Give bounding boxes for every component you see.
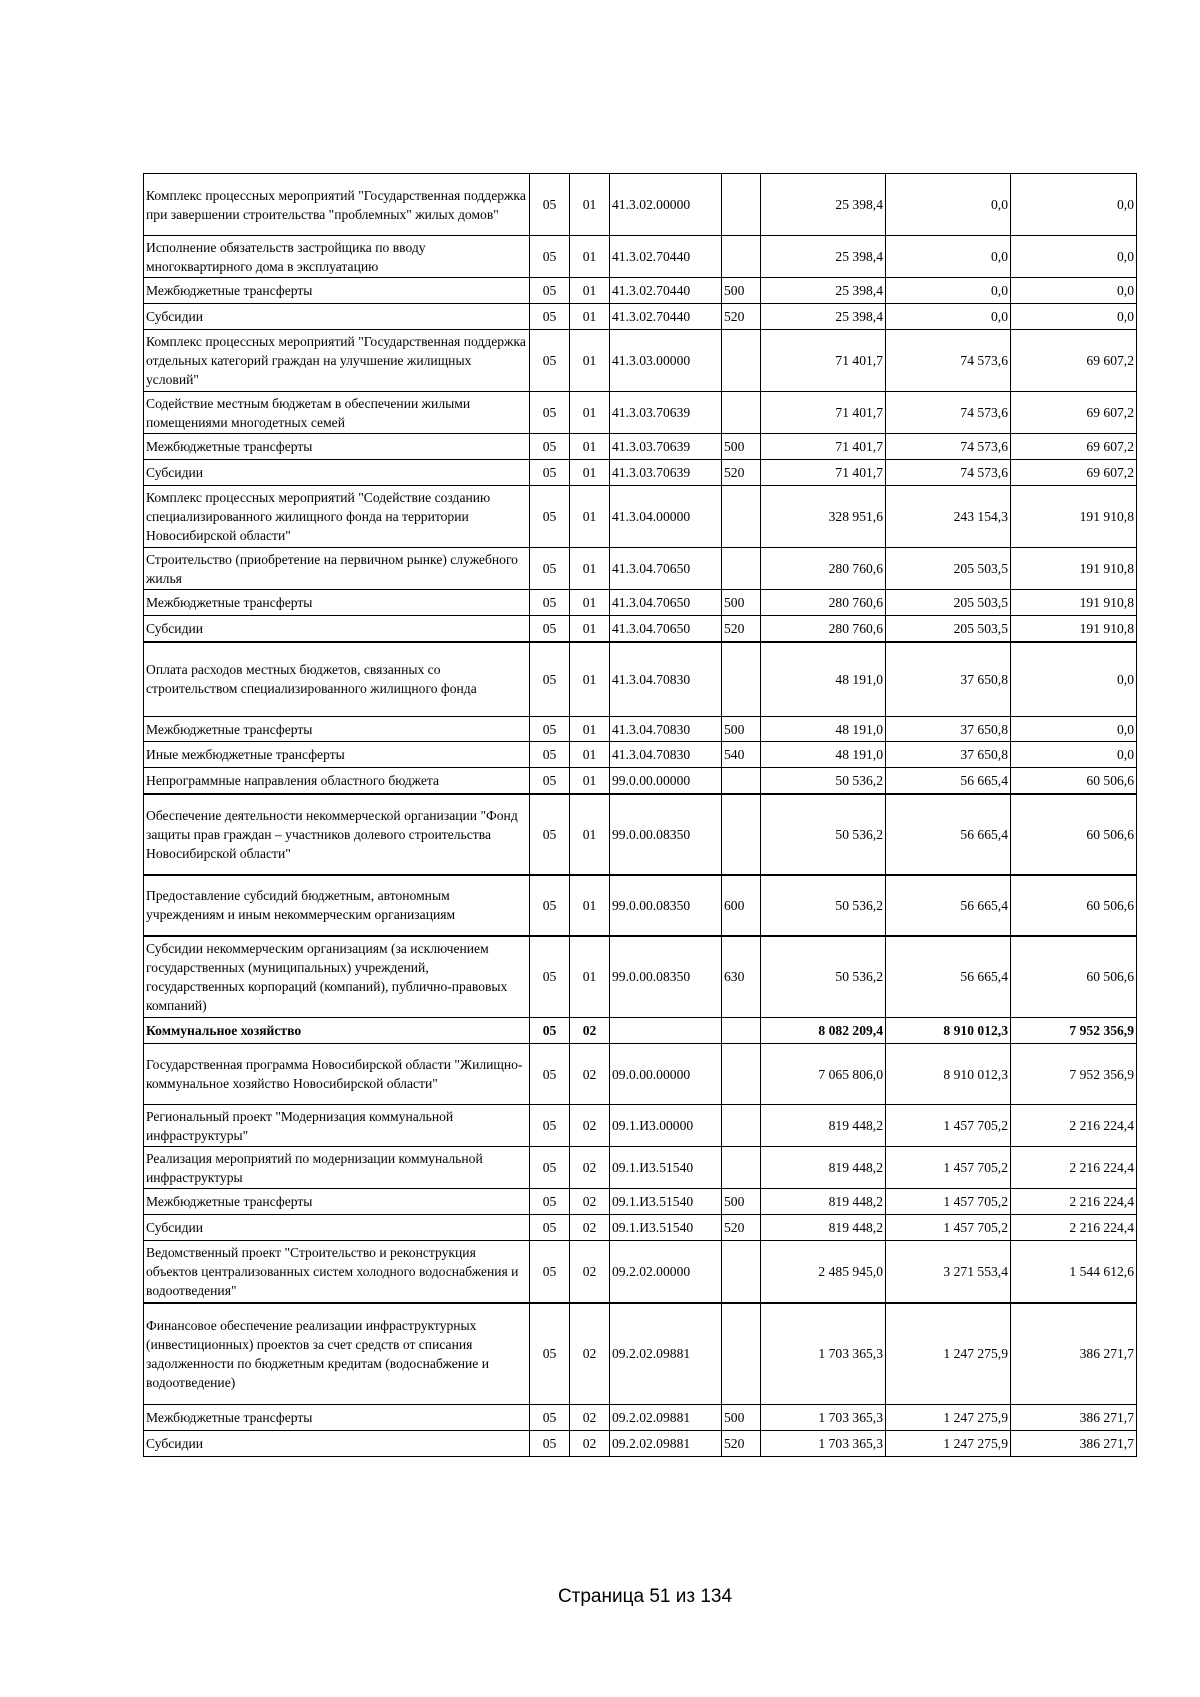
row-name: Комплекс процессных мероприятий "Содействие созданию специализированного жилищного фонда на территории Новосибирской области"	[144, 486, 530, 548]
row-amount-year1: 280 760,6	[761, 616, 886, 642]
table-row	[144, 1303, 1137, 1405]
row-target-article: 09.1.И3.51540	[610, 1215, 722, 1241]
row-expense-type: 500	[722, 1405, 761, 1431]
row-section: 05	[530, 434, 570, 460]
table-row	[144, 1018, 1137, 1044]
table-row	[144, 794, 1137, 875]
row-subsection: 02	[570, 1405, 610, 1431]
row-amount-year3: 60 506,6	[1011, 875, 1137, 936]
row-expense-type	[722, 642, 761, 717]
row-amount-year2: 0,0	[886, 174, 1011, 236]
row-subsection: 01	[570, 590, 610, 616]
row-amount-year2: 243 154,3	[886, 486, 1011, 548]
row-target-article: 41.3.04.70830	[610, 717, 722, 742]
table-row	[144, 1147, 1137, 1189]
row-amount-year2: 74 573,6	[886, 434, 1011, 460]
table-row	[144, 742, 1137, 768]
row-name: Субсидии	[144, 304, 530, 330]
row-amount-year1: 328 951,6	[761, 486, 886, 548]
row-subsection: 02	[570, 1215, 610, 1241]
row-section: 05	[530, 174, 570, 236]
row-amount-year1: 2 485 945,0	[761, 1241, 886, 1303]
row-expense-type	[722, 1303, 761, 1405]
row-amount-year1: 1 703 365,3	[761, 1303, 886, 1405]
row-expense-type	[722, 330, 761, 392]
row-amount-year3: 60 506,6	[1011, 936, 1137, 1018]
table-row	[144, 717, 1137, 742]
table-row	[144, 174, 1137, 236]
row-name: Межбюджетные трансферты	[144, 590, 530, 616]
row-target-article: 09.1.И3.00000	[610, 1105, 722, 1147]
row-name: Межбюджетные трансферты	[144, 717, 530, 742]
row-amount-year1: 819 448,2	[761, 1189, 886, 1215]
row-target-article: 41.3.04.00000	[610, 486, 722, 548]
row-target-article: 09.2.02.09881	[610, 1405, 722, 1431]
row-subsection: 02	[570, 1241, 610, 1303]
row-target-article: 41.3.02.70440	[610, 304, 722, 330]
row-amount-year1: 1 703 365,3	[761, 1431, 886, 1457]
row-name: Строительство (приобретение на первичном рынке) служебного жилья	[144, 548, 530, 590]
row-amount-year2: 1 247 275,9	[886, 1303, 1011, 1405]
row-target-article	[610, 1018, 722, 1044]
row-name: Исполнение обязательств застройщика по вводу многоквартирного дома в эксплуатацию	[144, 236, 530, 278]
row-amount-year3: 0,0	[1011, 642, 1137, 717]
row-amount-year2: 56 665,4	[886, 794, 1011, 875]
row-target-article: 41.3.04.70830	[610, 642, 722, 717]
row-amount-year1: 71 401,7	[761, 434, 886, 460]
row-name: Межбюджетные трансферты	[144, 1405, 530, 1431]
row-amount-year3: 386 271,7	[1011, 1431, 1137, 1457]
row-name: Межбюджетные трансферты	[144, 1189, 530, 1215]
row-target-article: 09.2.02.09881	[610, 1431, 722, 1457]
row-name: Предоставление субсидий бюджетным, автономным учреждениям и иным некоммерческим организациям	[144, 875, 530, 936]
row-amount-year3: 191 910,8	[1011, 486, 1137, 548]
row-name: Субсидии	[144, 1431, 530, 1457]
row-subsection: 01	[570, 392, 610, 434]
row-name: Субсидии	[144, 460, 530, 486]
row-target-article: 41.3.02.70440	[610, 236, 722, 278]
table-row	[144, 236, 1137, 278]
row-amount-year2: 8 910 012,3	[886, 1018, 1011, 1044]
row-subsection: 02	[570, 1303, 610, 1405]
row-expense-type: 500	[722, 278, 761, 304]
table-row	[144, 460, 1137, 486]
table-row	[144, 875, 1137, 936]
table-row	[144, 1215, 1137, 1241]
table-row	[144, 434, 1137, 460]
row-expense-type	[722, 548, 761, 590]
table-row	[144, 768, 1137, 794]
row-section: 05	[530, 236, 570, 278]
row-subsection: 02	[570, 1189, 610, 1215]
row-section: 05	[530, 590, 570, 616]
row-expense-type: 500	[722, 717, 761, 742]
row-target-article: 41.3.03.00000	[610, 330, 722, 392]
table-row	[144, 1431, 1137, 1457]
row-subsection: 01	[570, 616, 610, 642]
table-row	[144, 330, 1137, 392]
row-section: 05	[530, 330, 570, 392]
row-amount-year3: 0,0	[1011, 236, 1137, 278]
table-row	[144, 1189, 1137, 1215]
row-section: 05	[530, 875, 570, 936]
row-amount-year2: 205 503,5	[886, 590, 1011, 616]
row-section: 05	[530, 460, 570, 486]
table-row	[144, 1105, 1137, 1147]
row-subsection: 01	[570, 278, 610, 304]
row-section: 05	[530, 936, 570, 1018]
table-body	[144, 174, 1137, 1457]
row-amount-year2: 1 457 705,2	[886, 1189, 1011, 1215]
row-amount-year2: 0,0	[886, 304, 1011, 330]
row-target-article: 41.3.04.70650	[610, 548, 722, 590]
row-expense-type	[722, 174, 761, 236]
row-name: Оплата расходов местных бюджетов, связанных со строительством специализированного жилищного фонда	[144, 642, 530, 717]
row-name: Субсидии некоммерческим организациям (за исключением государственных (муниципальных) учреждений, государственных корпораций (компаний), публично-правовых компаний)	[144, 936, 530, 1018]
table-row	[144, 616, 1137, 642]
row-amount-year1: 50 536,2	[761, 768, 886, 794]
row-amount-year3: 1 544 612,6	[1011, 1241, 1137, 1303]
row-amount-year3: 0,0	[1011, 304, 1137, 330]
row-subsection: 01	[570, 717, 610, 742]
row-name: Финансовое обеспечение реализации инфраструктурных (инвестиционных) проектов за счет средств от списания задолженности по бюджетным кредитам (водоснабжение и водоотведение)	[144, 1303, 530, 1405]
row-expense-type: 500	[722, 434, 761, 460]
row-target-article: 41.3.02.00000	[610, 174, 722, 236]
row-expense-type: 500	[722, 1189, 761, 1215]
row-amount-year1: 1 703 365,3	[761, 1405, 886, 1431]
row-target-article: 99.0.00.08350	[610, 936, 722, 1018]
row-name: Непрограммные направления областного бюджета	[144, 768, 530, 794]
row-subsection: 01	[570, 548, 610, 590]
row-expense-type	[722, 486, 761, 548]
row-amount-year1: 25 398,4	[761, 174, 886, 236]
row-expense-type: 500	[722, 590, 761, 616]
row-amount-year2: 0,0	[886, 236, 1011, 278]
row-section: 05	[530, 486, 570, 548]
row-section: 05	[530, 1147, 570, 1189]
row-subsection: 01	[570, 174, 610, 236]
row-target-article: 41.3.04.70650	[610, 590, 722, 616]
table-row	[144, 590, 1137, 616]
row-amount-year1: 25 398,4	[761, 278, 886, 304]
row-amount-year1: 50 536,2	[761, 936, 886, 1018]
row-expense-type: 520	[722, 616, 761, 642]
table-row	[144, 486, 1137, 548]
row-amount-year1: 819 448,2	[761, 1105, 886, 1147]
row-amount-year3: 0,0	[1011, 174, 1137, 236]
row-amount-year1: 48 191,0	[761, 642, 886, 717]
row-section: 05	[530, 742, 570, 768]
row-section: 05	[530, 278, 570, 304]
row-expense-type: 520	[722, 1215, 761, 1241]
row-target-article: 41.3.03.70639	[610, 434, 722, 460]
row-expense-type	[722, 1241, 761, 1303]
row-amount-year2: 56 665,4	[886, 936, 1011, 1018]
table-row	[144, 1241, 1137, 1303]
row-amount-year1: 48 191,0	[761, 742, 886, 768]
row-expense-type	[722, 794, 761, 875]
row-amount-year2: 37 650,8	[886, 742, 1011, 768]
row-section: 05	[530, 1018, 570, 1044]
row-amount-year2: 1 247 275,9	[886, 1405, 1011, 1431]
row-expense-type: 600	[722, 875, 761, 936]
row-amount-year3: 60 506,6	[1011, 768, 1137, 794]
row-expense-type: 520	[722, 460, 761, 486]
row-name: Содействие местным бюджетам в обеспечении жилыми помещениями многодетных семей	[144, 392, 530, 434]
row-section: 05	[530, 1303, 570, 1405]
row-amount-year2: 3 271 553,4	[886, 1241, 1011, 1303]
row-section: 05	[530, 1215, 570, 1241]
row-amount-year3: 0,0	[1011, 278, 1137, 304]
row-amount-year3: 191 910,8	[1011, 616, 1137, 642]
row-subsection: 01	[570, 742, 610, 768]
row-target-article: 41.3.02.70440	[610, 278, 722, 304]
row-section: 05	[530, 1189, 570, 1215]
row-target-article: 99.0.00.08350	[610, 875, 722, 936]
row-target-article: 41.3.04.70830	[610, 742, 722, 768]
row-amount-year2: 37 650,8	[886, 717, 1011, 742]
row-subsection: 02	[570, 1105, 610, 1147]
row-subsection: 01	[570, 936, 610, 1018]
table-row	[144, 642, 1137, 717]
row-subsection: 01	[570, 460, 610, 486]
row-subsection: 01	[570, 486, 610, 548]
row-name: Комплекс процессных мероприятий "Государственная поддержка отдельных категорий граждан на улучшение жилищных условий"	[144, 330, 530, 392]
row-amount-year3: 2 216 224,4	[1011, 1105, 1137, 1147]
row-expense-type: 630	[722, 936, 761, 1018]
row-subsection: 01	[570, 304, 610, 330]
row-name: Комплекс процессных мероприятий "Государственная поддержка при завершении строительства "проблемных" жилых домов"	[144, 174, 530, 236]
row-amount-year2: 8 910 012,3	[886, 1044, 1011, 1105]
row-amount-year1: 71 401,7	[761, 330, 886, 392]
row-expense-type	[722, 1105, 761, 1147]
row-target-article: 09.1.И3.51540	[610, 1147, 722, 1189]
row-amount-year2: 74 573,6	[886, 330, 1011, 392]
row-name: Межбюджетные трансферты	[144, 278, 530, 304]
row-target-article: 99.0.00.00000	[610, 768, 722, 794]
table-row	[144, 392, 1137, 434]
row-amount-year3: 386 271,7	[1011, 1405, 1137, 1431]
row-name: Субсидии	[144, 1215, 530, 1241]
row-subsection: 01	[570, 236, 610, 278]
row-expense-type	[722, 1018, 761, 1044]
row-amount-year2: 56 665,4	[886, 875, 1011, 936]
row-target-article: 41.3.03.70639	[610, 460, 722, 486]
row-section: 05	[530, 304, 570, 330]
row-section: 05	[530, 616, 570, 642]
table-row	[144, 936, 1137, 1018]
row-amount-year2: 74 573,6	[886, 392, 1011, 434]
row-subsection: 02	[570, 1018, 610, 1044]
row-subsection: 01	[570, 794, 610, 875]
row-expense-type	[722, 236, 761, 278]
row-name: Иные межбюджетные трансферты	[144, 742, 530, 768]
row-amount-year3: 69 607,2	[1011, 434, 1137, 460]
row-section: 05	[530, 642, 570, 717]
row-expense-type	[722, 1044, 761, 1105]
row-amount-year1: 7 065 806,0	[761, 1044, 886, 1105]
row-expense-type: 520	[722, 1431, 761, 1457]
row-name: Ведомственный проект "Строительство и реконструкция объектов централизованных систем холодного водоснабжения и водоотведения"	[144, 1241, 530, 1303]
row-section: 05	[530, 1241, 570, 1303]
row-amount-year1: 280 760,6	[761, 548, 886, 590]
row-target-article: 09.2.02.09881	[610, 1303, 722, 1405]
row-amount-year1: 71 401,7	[761, 392, 886, 434]
row-section: 05	[530, 1044, 570, 1105]
row-expense-type	[722, 1147, 761, 1189]
row-section: 05	[530, 794, 570, 875]
row-amount-year2: 1 247 275,9	[886, 1431, 1011, 1457]
row-name: Государственная программа Новосибирской области "Жилищно-коммунальное хозяйство Новосибирской области"	[144, 1044, 530, 1105]
row-amount-year2: 56 665,4	[886, 768, 1011, 794]
row-target-article: 09.2.02.00000	[610, 1241, 722, 1303]
row-amount-year2: 1 457 705,2	[886, 1105, 1011, 1147]
row-section: 05	[530, 1431, 570, 1457]
row-amount-year3: 386 271,7	[1011, 1303, 1137, 1405]
row-amount-year1: 8 082 209,4	[761, 1018, 886, 1044]
row-expense-type	[722, 392, 761, 434]
row-subsection: 01	[570, 434, 610, 460]
row-amount-year3: 69 607,2	[1011, 330, 1137, 392]
row-subsection: 01	[570, 768, 610, 794]
row-amount-year2: 205 503,5	[886, 548, 1011, 590]
row-amount-year2: 74 573,6	[886, 460, 1011, 486]
row-amount-year1: 819 448,2	[761, 1215, 886, 1241]
row-name: Межбюджетные трансферты	[144, 434, 530, 460]
table-row	[144, 278, 1137, 304]
row-subsection: 02	[570, 1431, 610, 1457]
table-row	[144, 1405, 1137, 1431]
row-name: Субсидии	[144, 616, 530, 642]
row-amount-year2: 205 503,5	[886, 616, 1011, 642]
row-expense-type: 520	[722, 304, 761, 330]
row-amount-year3: 2 216 224,4	[1011, 1215, 1137, 1241]
row-amount-year1: 48 191,0	[761, 717, 886, 742]
row-section: 05	[530, 548, 570, 590]
row-amount-year1: 25 398,4	[761, 236, 886, 278]
row-amount-year2: 37 650,8	[886, 642, 1011, 717]
row-name: Региональный проект "Модернизация коммунальной инфраструктуры"	[144, 1105, 530, 1147]
row-subsection: 01	[570, 875, 610, 936]
row-name: Коммунальное хозяйство	[144, 1018, 530, 1044]
page-number: Страница 51 из 134	[557, 1586, 733, 1607]
row-name: Реализация мероприятий по модернизации коммунальной инфраструктуры	[144, 1147, 530, 1189]
row-amount-year3: 191 910,8	[1011, 548, 1137, 590]
row-amount-year3: 7 952 356,9	[1011, 1044, 1137, 1105]
row-expense-type: 540	[722, 742, 761, 768]
row-section: 05	[530, 768, 570, 794]
row-name: Обеспечение деятельности некоммерческой организации "Фонд защиты прав граждан – участников долевого строительства Новосибирской области"	[144, 794, 530, 875]
row-subsection: 01	[570, 330, 610, 392]
row-target-article: 41.3.03.70639	[610, 392, 722, 434]
row-target-article: 41.3.04.70650	[610, 616, 722, 642]
row-amount-year1: 50 536,2	[761, 875, 886, 936]
row-amount-year1: 280 760,6	[761, 590, 886, 616]
row-amount-year1: 71 401,7	[761, 460, 886, 486]
row-subsection: 01	[570, 642, 610, 717]
row-amount-year1: 50 536,2	[761, 794, 886, 875]
table-row	[144, 304, 1137, 330]
budget-table	[143, 173, 1137, 1457]
row-amount-year3: 2 216 224,4	[1011, 1189, 1137, 1215]
row-section: 05	[530, 1405, 570, 1431]
row-amount-year2: 0,0	[886, 278, 1011, 304]
row-subsection: 02	[570, 1147, 610, 1189]
row-amount-year1: 25 398,4	[761, 304, 886, 330]
row-amount-year3: 191 910,8	[1011, 590, 1137, 616]
row-subsection: 02	[570, 1044, 610, 1105]
row-expense-type	[722, 768, 761, 794]
row-target-article: 99.0.00.08350	[610, 794, 722, 875]
row-amount-year3: 69 607,2	[1011, 460, 1137, 486]
row-amount-year3: 0,0	[1011, 717, 1137, 742]
row-amount-year3: 2 216 224,4	[1011, 1147, 1137, 1189]
row-section: 05	[530, 1105, 570, 1147]
row-target-article: 09.0.00.00000	[610, 1044, 722, 1105]
row-section: 05	[530, 717, 570, 742]
row-target-article: 09.1.И3.51540	[610, 1189, 722, 1215]
table-row	[144, 1044, 1137, 1105]
table-row	[144, 548, 1137, 590]
row-amount-year2: 1 457 705,2	[886, 1215, 1011, 1241]
row-amount-year1: 819 448,2	[761, 1147, 886, 1189]
row-amount-year3: 0,0	[1011, 742, 1137, 768]
row-amount-year3: 7 952 356,9	[1011, 1018, 1137, 1044]
row-amount-year3: 60 506,6	[1011, 794, 1137, 875]
row-amount-year2: 1 457 705,2	[886, 1147, 1011, 1189]
row-section: 05	[530, 392, 570, 434]
row-amount-year3: 69 607,2	[1011, 392, 1137, 434]
